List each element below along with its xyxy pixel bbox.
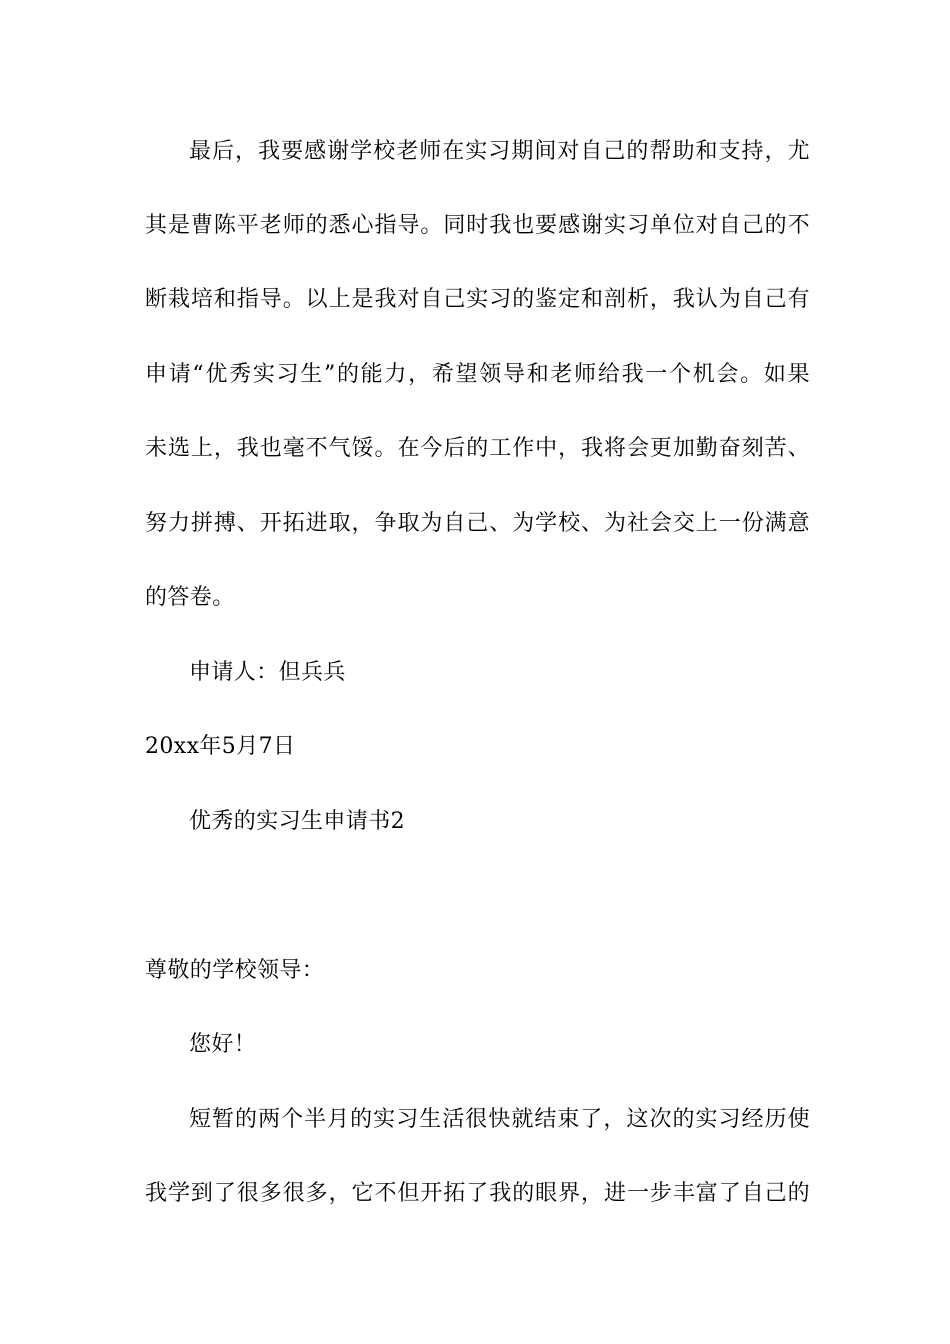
- paragraph-line: 申请“优秀实习生”的能力，希望领导和老师给我一个机会。如果: [145, 362, 810, 387]
- section-title: 优秀的实习生申请书2: [189, 809, 405, 834]
- paragraph-line: 我学到了很多很多，它不但开拓了我的眼界，进一步丰富了自己的: [145, 1181, 810, 1206]
- paragraph-line: 的答卷。: [145, 585, 235, 610]
- paragraph-line: 断栽培和指导。以上是我对自己实习的鉴定和剖析，我认为自己有: [145, 287, 810, 312]
- greeting: 您好！: [189, 1032, 257, 1057]
- paragraph-line: 未选上，我也毫不气馁。在今后的工作中，我将会更加勤奋刻苦、: [145, 436, 810, 461]
- salutation: 尊敬的学校领导：: [145, 958, 325, 983]
- paragraph-line: 努力拼搏、开拓进取，争取为自己、为学校、为社会交上一份满意: [145, 511, 810, 536]
- paragraph-line: 其是曹陈平老师的悉心指导。同时我也要感谢实习单位对自己的不: [145, 213, 810, 238]
- paragraph-line: 最后，我要感谢学校老师在实习期间对自己的帮助和支持，尤: [189, 139, 810, 164]
- date: 20xx年5月7日: [145, 734, 296, 759]
- applicant-signature: 申请人：但兵兵: [189, 660, 346, 685]
- paragraph-line: 短暂的两个半月的实习生活很快就结束了，这次的实习经历使: [189, 1107, 810, 1132]
